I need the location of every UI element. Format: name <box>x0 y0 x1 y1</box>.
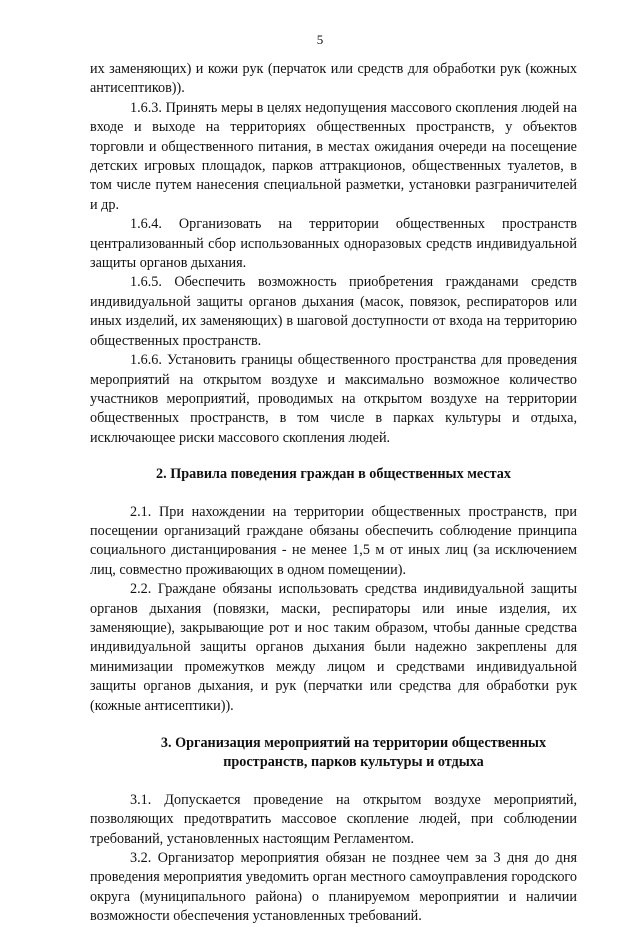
paragraph-continuation: их заменяющих) и кожи рук (перчаток или средств для обработки рук (кожных антисептиков)). <box>90 61 577 97</box>
section-3-heading-line-2: пространств, парков культуры и отдыха <box>223 754 484 771</box>
paragraph-3-1: 3.1. Допускается проведение на открытом воздухе мероприятий, позволяющих предотвратить массовое скопление людей, при соблюдении требований, установленных настоящим Регламентом. <box>90 791 577 847</box>
section-2-heading: 2. Правила поведения граждан в общественных местах <box>156 466 511 483</box>
paragraph-1-6-3: 1.6.3. Принять меры в целях недопущения массового скопления людей на входе и выходе на территориях общественных пространств, у объектов торговли и общественного питания, в местах ожидания очереди на посещение детских игровых площадок, парков аттракционов, общественных туалетов, в том числе путем нанесения специальной разметки, установки разграничителей и др. <box>90 99 577 213</box>
paragraph-3-2: 3.2. Организатор мероприятия обязан не позднее чем за 3 дня до дня проведения мероприятия уведомить орган местного самоуправления городского округа (муниципального района) о планируемом мероприятии и наличии возможности обеспечения установленных требований. <box>90 850 577 925</box>
section-3-heading <box>90 734 577 773</box>
paragraph-2-2: 2.2. Граждане обязаны использовать средства индивидуальной защиты органов дыхания (повязки, маски, респираторы или иные изделия, их заменяющие), закрывающие рот и нос таким образом, чтобы данные средства индивидуальной защиты органов дыхания были надежно закреплены для минимизации промежутков между лицом и средствами индивидуальной защиты органов дыхания, и рук (перчатки или средства для обработки рук (кожные антисептики)). <box>90 581 577 714</box>
section-3-heading-line-1: 3. Организация мероприятий на территории общественных <box>160 735 547 751</box>
paragraph-1-6-5: 1.6.5. Обеспечить возможность приобретения гражданами средств индивидуальной защиты органов дыхания (масок, повязок, респираторов или иных изделий, их заменяющих) в шаговой доступности от входа на территорию общественных пространств. <box>90 274 577 349</box>
paragraph-1-6-6: 1.6.6. Установить границы общественного пространства для проведения мероприятий на открытом воздухе и максимально возможное количество участников мероприятий, проводимых на открытом воздухе на территории общественных пространств, в том числе в парках культуры и отдыха, исключающее риски массового скопления людей. <box>90 352 577 446</box>
page-number: 5 <box>316 32 324 47</box>
paragraph-2-1: 2.1. При нахождении на территории общественных пространств, при посещении организаций граждане обязаны обеспечить соблюдение принципа социального дистанцирования - не менее 1,5 м от иных лиц (за исключением лиц, совместно проживающих в одном помещении). <box>90 503 577 578</box>
paragraph-1-6-4: 1.6.4. Организовать на территории общественных пространств централизованный сбор использованных одноразовых средств индивидуальной защиты органов дыхания. <box>90 216 577 272</box>
document-body <box>90 60 577 927</box>
